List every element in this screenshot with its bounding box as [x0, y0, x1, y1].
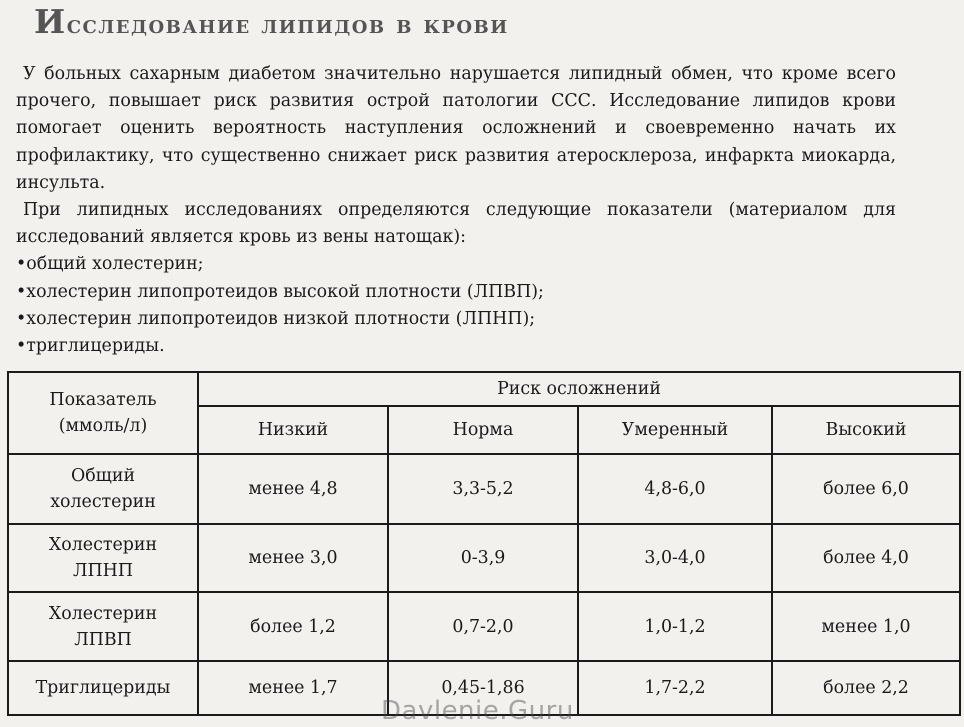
row-name [8, 454, 198, 524]
row-name [8, 524, 198, 592]
page-title [34, 2, 509, 41]
page-title-rest: сследование липидов в крови [66, 10, 509, 40]
table-cell: более 1,2 [198, 592, 388, 661]
table-cell: 3,3-5,2 [388, 454, 578, 524]
list-item: •триглицериды. [16, 336, 165, 357]
table-cell: менее 3,0 [198, 524, 388, 592]
watermark: Davlenie.Guru [381, 696, 574, 726]
table-cell: менее 1,0 [772, 592, 960, 661]
table-row [8, 592, 960, 661]
table-cell: 4,8-6,0 [578, 454, 772, 524]
intro-paragraph-1: У больных сахарным диабетом значительно нарушается липидный обмен, что кроме всего прочего, повышает риск развития острой патологии ССС. Исследование липидов крови помогает оценить вероятность наступления осложнений и своевременно начать их профилактику, что существенно снижает риск развития атеросклероза, инфаркта миокарда, инсульта. [16, 64, 896, 193]
indicator-list [16, 251, 896, 360]
table-cell: более 2,2 [772, 661, 960, 715]
param-header [8, 372, 198, 454]
table-row [8, 524, 960, 592]
list-item: •холестерин липопротеидов высокой плотности (ЛПВП); [16, 281, 544, 302]
row-name: Триглицериды [8, 661, 198, 715]
column-header-norm: Норма [388, 406, 578, 454]
list-item: •общий холестерин; [16, 254, 204, 275]
row-name-line2: ЛПНП [72, 561, 133, 581]
table-cell: 0-3,9 [388, 524, 578, 592]
intro-paragraph-2: При липидных исследованиях определяются следующие показатели (материалом для исследований является кровь из вены натощак): [16, 200, 896, 248]
table-cell: 0,7-2,0 [388, 592, 578, 661]
intro-text [16, 61, 896, 360]
row-name-line2: холестерин [50, 492, 156, 512]
table-cell: 0,45-1,86 [388, 661, 578, 715]
lipid-risk-table [7, 371, 961, 716]
column-header-moderate: Умеренный [578, 406, 772, 454]
table-cell: более 6,0 [772, 454, 960, 524]
table-cell: менее 1,7 [198, 661, 388, 715]
list-item: •холестерин липопротеидов низкой плотности (ЛПНП); [16, 308, 536, 329]
row-name [8, 592, 198, 661]
param-header-line1: Показатель [49, 390, 157, 410]
table-cell: более 4,0 [772, 524, 960, 592]
table-cell: менее 4,8 [198, 454, 388, 524]
column-header-low: Низкий [198, 406, 388, 454]
risk-header: Риск осложнений [198, 372, 960, 406]
page-title-first-letter: И [34, 2, 67, 41]
row-name-line1: Холестерин [48, 535, 158, 555]
table-cell: 1,7-2,2 [578, 661, 772, 715]
row-name-line2: ЛПВП [74, 629, 132, 650]
table-row [8, 454, 960, 524]
param-header-line2: (ммоль/л) [58, 416, 148, 436]
row-name-line1: Холестерин [48, 603, 158, 624]
table-cell: 3,0-4,0 [578, 524, 772, 592]
row-name-line1: Общий [70, 466, 136, 486]
table-cell: 1,0-1,2 [578, 592, 772, 661]
column-header-high: Высокий [772, 406, 960, 454]
